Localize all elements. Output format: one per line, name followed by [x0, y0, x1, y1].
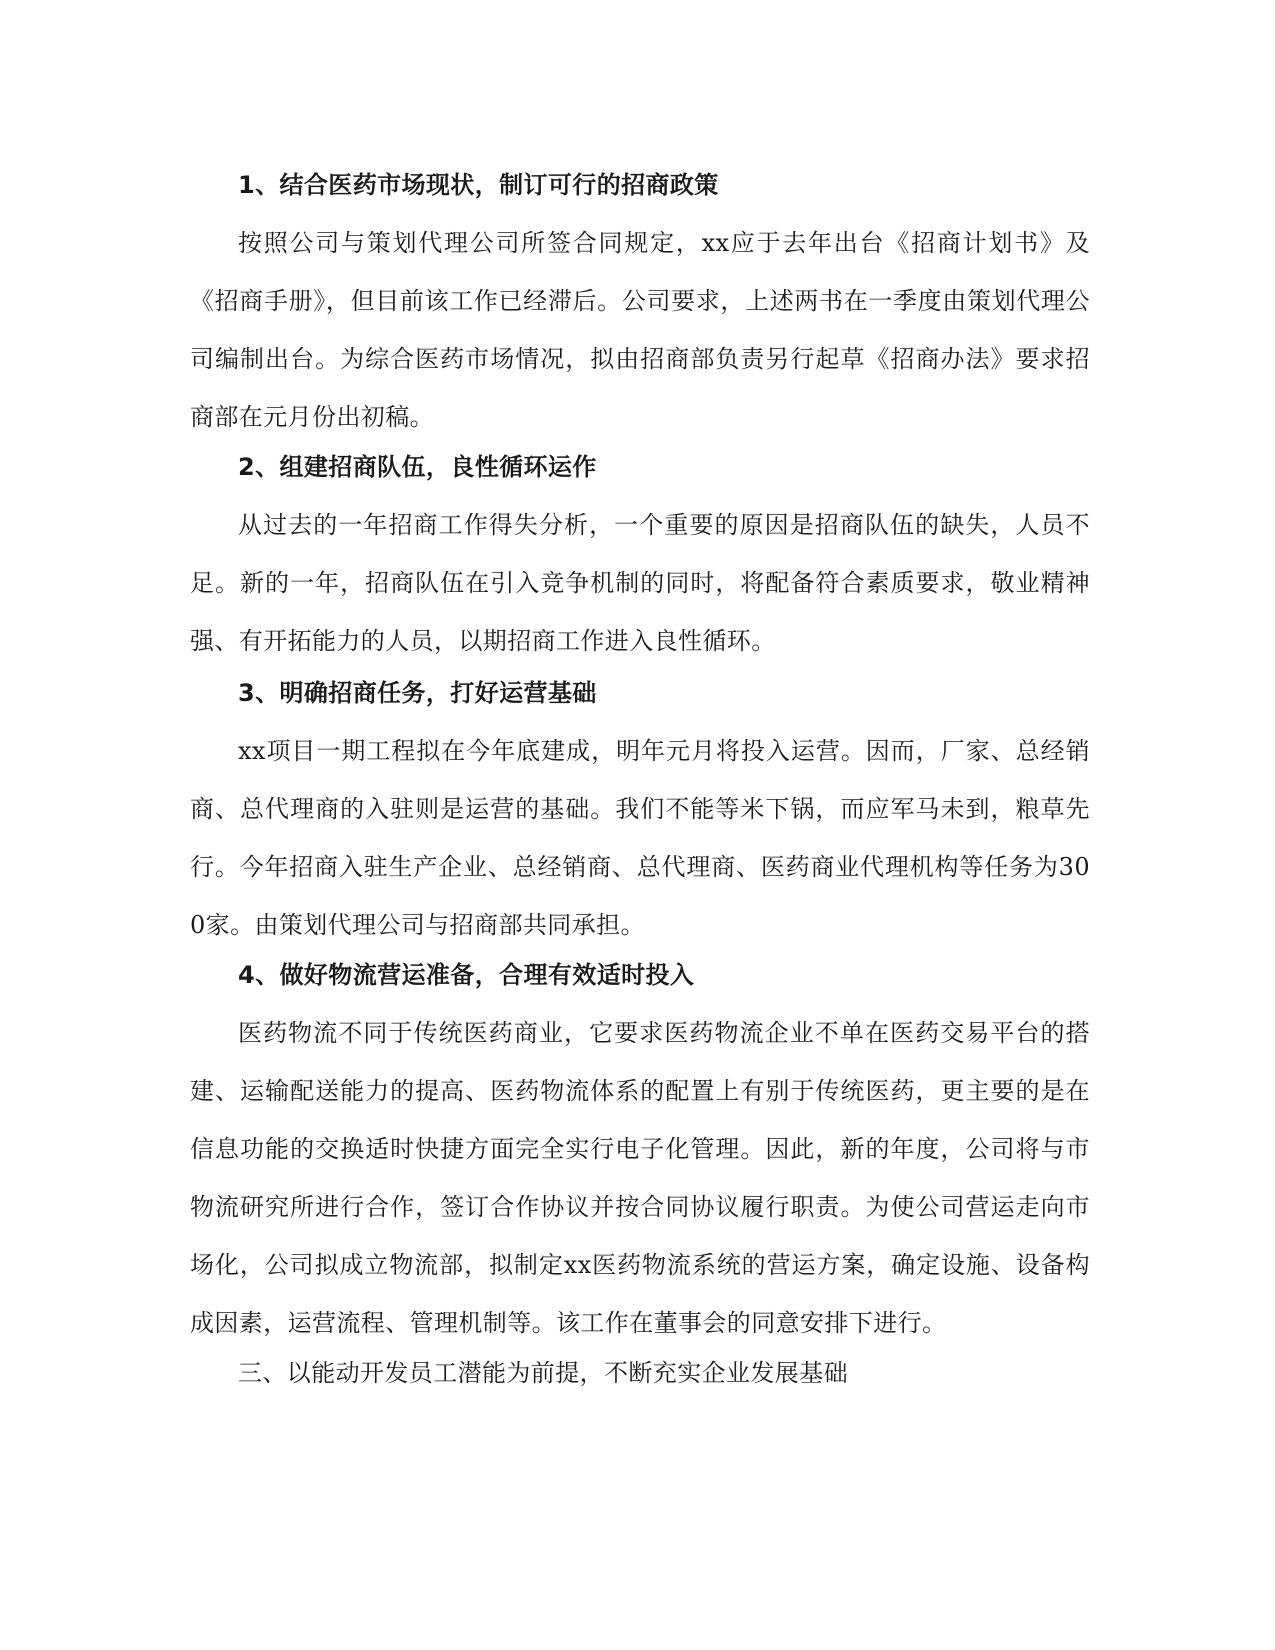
section-2-heading: 2、组建招商队伍，良性循环运作 — [238, 453, 597, 481]
section-3-body: xx项目一期工程拟在今年底建成，明年元月将投入运营。因而，厂家、总经销商、总代理商的入驻则是运营的基础。我们不能等米下锅，而应军马未到，粮草先行。今年招商入驻生产企业、总经销商、总代理商、医药商业代理机构等任务为300家。由策划代理公司与招商部共同承担。 — [190, 737, 1090, 939]
section-1-heading: 1、结合医药市场现状，制订可行的招商政策 — [238, 171, 719, 199]
closing-heading: 三、以能动开发员工潜能为前提，不断充实企业发展基础 — [238, 1359, 848, 1387]
section-2-body: 从过去的一年招商工作得失分析，一个重要的原因是招商队伍的缺失，人员不足。新的一年，招商队伍在引入竞争机制的同时，将配备符合素质要求，敬业精神强、有开拓能力的人员，以期招商工作进入良性循环。 — [190, 511, 1090, 655]
section-3-heading: 3、明确招商任务，打好运营基础 — [238, 679, 597, 707]
section-1-body: 按照公司与策划代理公司所签合同规定，xx应于去年出台《招商计划书》及《招商手册》，但目前该工作已经滞后。公司要求，上述两书在一季度由策划代理公司编制出台。为综合医药市场情况，拟由招商部负责另行起草《招商办法》要求招商部在元月份出初稿。 — [190, 229, 1090, 431]
section-4-body: 医药物流不同于传统医药商业，它要求医药物流企业不单在医药交易平台的搭建、运输配送能力的提高、医药物流体系的配置上有别于传统医药，更主要的是在信息功能的交换适时快捷方面完全实行电子化管理。因此，新的年度，公司将与市物流研究所进行合作，签订合作协议并按合同协议履行职责。为使公司营运走向市场化，公司拟成立物流部，拟制定xx医药物流系统的营运方案，确定设施、设备构成因素，运营流程、管理机制等。该工作在董事会的同意安排下进行。 — [190, 1019, 1090, 1337]
section-4-heading: 4、做好物流营运准备，合理有效适时投入 — [238, 961, 695, 989]
